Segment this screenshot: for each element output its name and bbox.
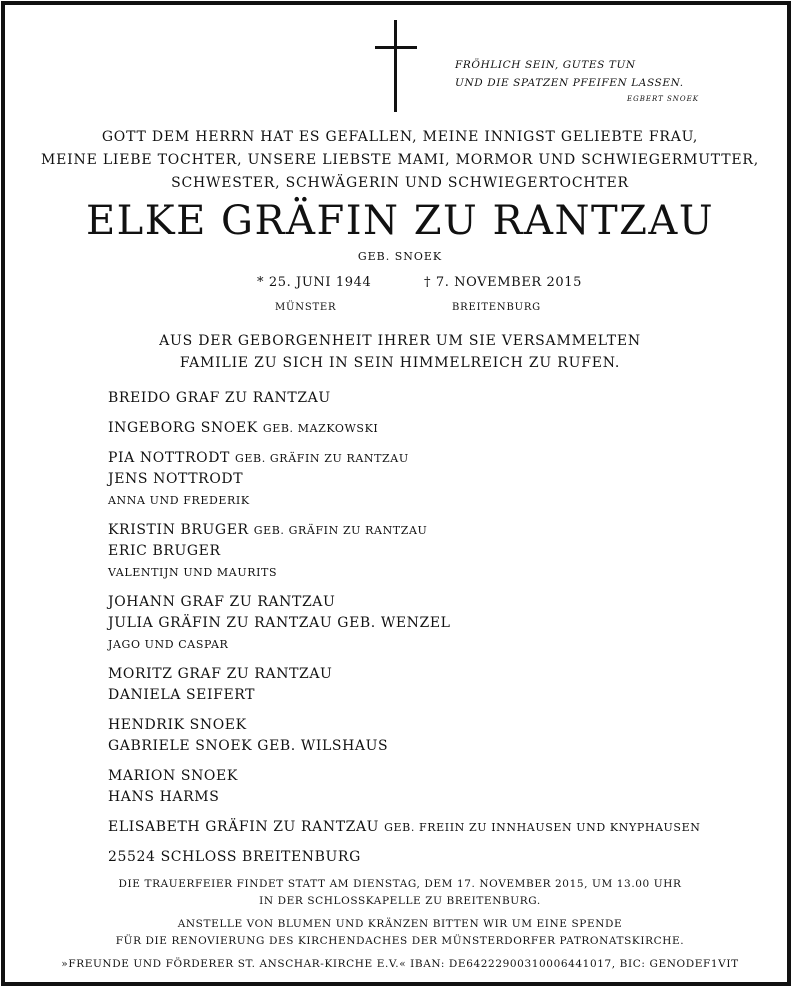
mourner-name: PIA NOTTRODT bbox=[108, 450, 230, 466]
birth-date: * 25. JUNI 1944 bbox=[257, 275, 372, 290]
mourner-name-line bbox=[108, 685, 788, 706]
mourner-group bbox=[108, 817, 788, 838]
birth-place: MÜNSTER bbox=[275, 302, 337, 313]
mourners-list bbox=[108, 388, 788, 877]
mourner-name: HENDRIK SNOEK bbox=[108, 717, 247, 733]
mourner-name: INGEBORG SNOEK bbox=[108, 420, 258, 436]
mourner-name-line bbox=[108, 787, 788, 808]
mourner-name: JENS NOTTRODT bbox=[108, 471, 244, 487]
closing-text bbox=[0, 330, 800, 374]
mourner-name-line bbox=[108, 766, 788, 787]
mourner-name: ERIC BRUGER bbox=[108, 543, 221, 559]
mourner-name: MARION SNOEK bbox=[108, 768, 238, 784]
death-place: BREITENBURG bbox=[452, 302, 541, 313]
donation-notice-line: FÜR DIE RENOVIERUNG DES KIRCHENDACHES DER MÜNSTERDORFER PATRONATSKIRCHE. bbox=[115, 935, 685, 947]
mourner-name-line bbox=[108, 613, 788, 634]
mourner-name: JOHANN GRAF ZU RANTZAU bbox=[108, 594, 336, 610]
mourner-group bbox=[108, 592, 788, 655]
mourner-name-line bbox=[108, 592, 788, 613]
mourner-name: GABRIELE SNOEK GEB. WILSHAUS bbox=[108, 738, 389, 754]
mourner-group bbox=[108, 448, 788, 511]
maiden-name: GEB. SNOEK bbox=[357, 250, 443, 263]
mourner-name: BREIDO GRAF ZU RANTZAU bbox=[108, 390, 331, 406]
deceased-name: ELKE GRÄFIN ZU RANTZAU bbox=[85, 198, 715, 244]
bank-details-line: »FREUNDE UND FÖRDERER ST. ANSCHAR-KIRCHE E.V.« IBAN: DE64222900310006441017, BIC: GENODEF1VIT bbox=[61, 958, 739, 970]
funeral-notice-line: IN DER SCHLOSSKAPELLE ZU BREITENBURG. bbox=[259, 895, 541, 907]
donation-notice-line: ANSTELLE VON BLUMEN UND KRÄNZEN BITTEN WIR UM EINE SPENDE bbox=[177, 918, 623, 930]
mourner-name-line bbox=[108, 388, 788, 409]
motto-attribution: EGBERT SNOEK bbox=[627, 95, 699, 103]
mourner-group bbox=[108, 766, 788, 808]
intro-line: GOTT DEM HERRN HAT ES GEFALLEN, MEINE INNIGST GELIEBTE FRAU, bbox=[101, 129, 699, 145]
mourner-name-line bbox=[108, 817, 788, 838]
mourner-nee: GEB. FREIIN ZU INNHAUSEN UND KNYPHAUSEN bbox=[384, 821, 701, 834]
death-date: † 7. NOVEMBER 2015 bbox=[424, 275, 583, 290]
motto-line: UND DIE SPATZEN PFEIFEN LASSEN. bbox=[455, 77, 684, 89]
motto-line: FRÖHLICH SEIN, GUTES TUN bbox=[455, 59, 636, 71]
mourner-nee: GEB. MAZKOWSKI bbox=[262, 422, 379, 435]
motto-quote bbox=[455, 56, 705, 108]
mourner-children: JAGO UND CASPAR bbox=[108, 638, 229, 651]
mourner-name-line bbox=[108, 520, 788, 541]
mourner-group bbox=[108, 520, 788, 583]
intro-line: MEINE LIEBE TOCHTER, UNSERE LIEBSTE MAMI, MORMOR UND SCHWIEGERMUTTER, bbox=[41, 152, 759, 168]
mourner-children: VALENTIJN UND MAURITS bbox=[108, 566, 278, 579]
closing-line: AUS DER GEBORGENHEIT IHRER UM SIE VERSAMMELTEN bbox=[159, 333, 641, 349]
funeral-notice-line: DIE TRAUERFEIER FINDET STATT AM DIENSTAG, DEM 17. NOVEMBER 2015, UM 13.00 UHR bbox=[118, 878, 682, 890]
mourner-name: KRISTIN BRUGER bbox=[108, 522, 249, 538]
mourner-name-line bbox=[108, 664, 788, 685]
mourner-group bbox=[108, 847, 788, 868]
mourner-name: DANIELA SEIFERT bbox=[108, 687, 256, 703]
mourner-name-line bbox=[108, 541, 788, 562]
closing-line: FAMILIE ZU SICH IN SEIN HIMMELREICH ZU RUFEN. bbox=[179, 355, 621, 371]
mourner-name-line bbox=[108, 469, 788, 490]
mourner-name: HANS HARMS bbox=[108, 789, 220, 805]
mourner-name: JULIA GRÄFIN ZU RANTZAU GEB. WENZEL bbox=[108, 615, 451, 631]
mourner-group bbox=[108, 418, 788, 439]
mourner-name-line bbox=[108, 736, 788, 757]
mourner-name-line bbox=[108, 418, 788, 439]
mourner-group bbox=[108, 715, 788, 757]
mourner-name-line bbox=[108, 847, 788, 868]
mourner-nee: GEB. GRÄFIN ZU RANTZAU bbox=[235, 452, 409, 465]
mourner-name: MORITZ GRAF ZU RANTZAU bbox=[108, 666, 333, 682]
mourner-children: ANNA UND FREDERIK bbox=[108, 494, 250, 507]
intro-text bbox=[0, 126, 800, 195]
mourner-name: 25524 SCHLOSS BREITENBURG bbox=[108, 849, 361, 865]
mourner-group bbox=[108, 664, 788, 706]
mourner-name-line bbox=[108, 448, 788, 469]
intro-line: SCHWESTER, SCHWÄGERIN UND SCHWIEGERTOCHTER bbox=[171, 175, 629, 191]
mourner-name-line bbox=[108, 715, 788, 736]
mourner-name: ELISABETH GRÄFIN ZU RANTZAU bbox=[108, 819, 380, 835]
mourner-group bbox=[108, 388, 788, 409]
mourner-nee: GEB. GRÄFIN ZU RANTZAU bbox=[253, 524, 428, 537]
